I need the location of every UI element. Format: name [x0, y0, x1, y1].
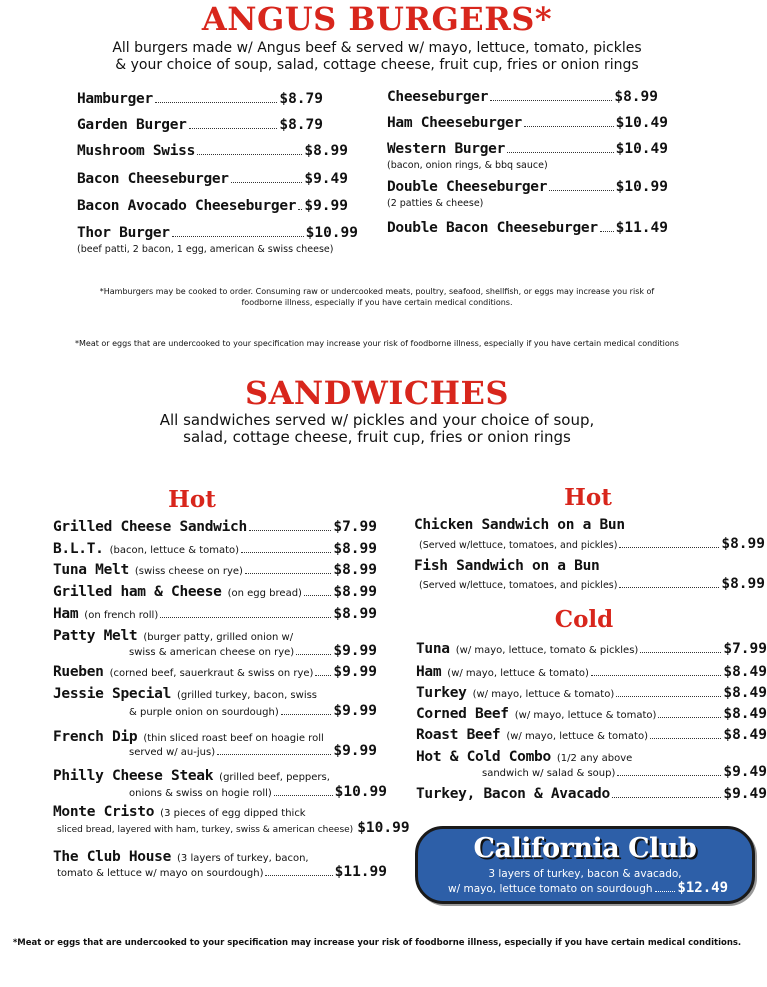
menu-item: Double Cheeseburger $10.99 [387, 179, 668, 195]
menu-item: onions & swiss on hogie roll) $10.99 [129, 784, 387, 800]
menu-item-name: Chicken Sandwich on a Bun [414, 517, 625, 533]
menu-item-name: The Club House (3 layers of turkey, bacon, [53, 849, 309, 865]
sandwiches-subtitle-2: salad, cottage cheese, fruit cup, fries or onion rings [183, 428, 571, 446]
menu-item-name: Hot & Cold Combo (1/2 any above [416, 749, 633, 765]
burgers-subtitle-1: All burgers made w/ Angus beef & served w/ mayo, lettuce, tomato, pickles [112, 40, 642, 56]
menu-item: Tuna (w/ mayo, lettuce, tomato & pickles) $7.99 [416, 641, 767, 657]
menu-item: Double Bacon Cheeseburger $11.49 [387, 220, 668, 236]
menu-item: (Served w/lettuce, tomatoes, and pickles) $8.99 [419, 576, 765, 592]
menu-item-name: French Dip (thin sliced roast beef on hoagie roll [53, 729, 324, 745]
menu-item: Thor Burger $10.99 [77, 225, 358, 241]
menu-item: served w/ au-jus) $9.99 [129, 743, 377, 759]
menu-item: Grilled ham & Cheese (on egg bread) $8.99 [53, 584, 377, 600]
menu-item: Rueben (corned beef, sauerkraut & swiss on rye) $9.99 [53, 664, 377, 680]
burgers-note-2: *Meat or eggs that are undercooked to your specification may increase your risk of foodborne illness, especially if you have certain medical conditions [75, 339, 679, 348]
menu-item: swiss & american cheese on rye) $9.99 [129, 643, 377, 659]
california-club-title: California Club [473, 833, 697, 864]
burgers-subtitle-2: & your choice of soup, salad, cottage cheese, fruit cup, fries or onion rings [115, 57, 639, 73]
menu-item: Cheeseburger $8.99 [387, 89, 658, 105]
menu-item: Bacon Cheeseburger $9.49 [77, 171, 348, 187]
menu-item: Grilled Cheese Sandwich $7.99 [53, 519, 377, 535]
menu-item-name: Philly Cheese Steak (grilled beef, peppers, [53, 768, 330, 784]
menu-item: (Served w/lettuce, tomatoes, and pickles) $8.99 [419, 536, 765, 552]
menu-item: Corned Beef (w/ mayo, lettuce & tomato) $8.49 [416, 706, 767, 722]
item-description: (bacon, onion rings, & bbq sauce) [387, 160, 548, 171]
menu-item: Ham (on french roll) $8.99 [53, 606, 377, 622]
menu-item-name: Monte Cristo (3 pieces of egg dipped thick [53, 804, 306, 820]
burgers-note-1: *Hamburgers may be cooked to order. Consuming raw or undercooked meats, poultry, seafood, shellfish, or eggs may increase you risk of foodborne illness, especially if you have certain medical conditions. [99, 287, 655, 307]
menu-item: sliced bread, layered with ham, turkey, swiss & american cheese) $10.99 [57, 820, 410, 836]
menu-item: tomato & lettuce w/ mayo on sourdough) $11.99 [57, 864, 387, 880]
menu-item-name: Fish Sandwich on a Bun [414, 558, 600, 574]
sandwiches-title: SANDWICHES [244, 374, 510, 412]
menu-item: Mushroom Swiss $8.99 [77, 143, 348, 159]
california-club-desc-1: 3 layers of turkey, bacon & avacado, [488, 868, 682, 880]
menu-item: sandwich w/ salad & soup) $9.49 [482, 764, 767, 780]
item-description: (2 patties & cheese) [387, 198, 484, 209]
hot-heading-right: Hot [564, 484, 612, 511]
menu-item: & purple onion on sourdough) $9.99 [129, 703, 377, 719]
menu-item: Turkey, Bacon & Avacado $9.49 [416, 786, 767, 802]
menu-item: Garden Burger $8.79 [77, 117, 323, 133]
burgers-title: ANGUS BURGERS* [201, 0, 553, 38]
menu-item: Hamburger $8.79 [77, 91, 323, 107]
menu-item-name: Jessie Special (grilled turkey, bacon, swiss [53, 686, 318, 702]
menu-item-name: Patty Melt (burger patty, grilled onion w/ [53, 628, 294, 644]
california-club-line: w/ mayo, lettuce tomato on sourdough $12.49 [448, 880, 728, 896]
california-club-badge [415, 826, 755, 904]
menu-item: Western Burger $10.49 [387, 141, 668, 157]
menu-item: Ham Cheeseburger $10.49 [387, 115, 668, 131]
menu-item: Bacon Avocado Cheeseburger $9.99 [77, 198, 348, 214]
menu-item: Tuna Melt (swiss cheese on rye) $8.99 [53, 562, 377, 578]
footer-note: *Meat or eggs that are undercooked to your specification may increase your risk of foodborne illness, especially if you have certain medical conditions. [12, 938, 742, 948]
sandwiches-subtitle-1: All sandwiches served w/ pickles and your choice of soup, [159, 411, 595, 429]
menu-item: B.L.T. (bacon, lettuce & tomato) $8.99 [53, 541, 377, 557]
cold-heading: Cold [554, 606, 614, 633]
item-description: (beef patti, 2 bacon, 1 egg, american & swiss cheese) [77, 244, 334, 255]
menu-item: Roast Beef (w/ mayo, lettuce & tomato) $8.49 [416, 727, 767, 743]
hot-heading-left: Hot [168, 486, 216, 513]
menu-item: Ham (w/ mayo, lettuce & tomato) $8.49 [416, 664, 767, 680]
menu-item: Turkey (w/ mayo, lettuce & tomato) $8.49 [416, 685, 767, 701]
